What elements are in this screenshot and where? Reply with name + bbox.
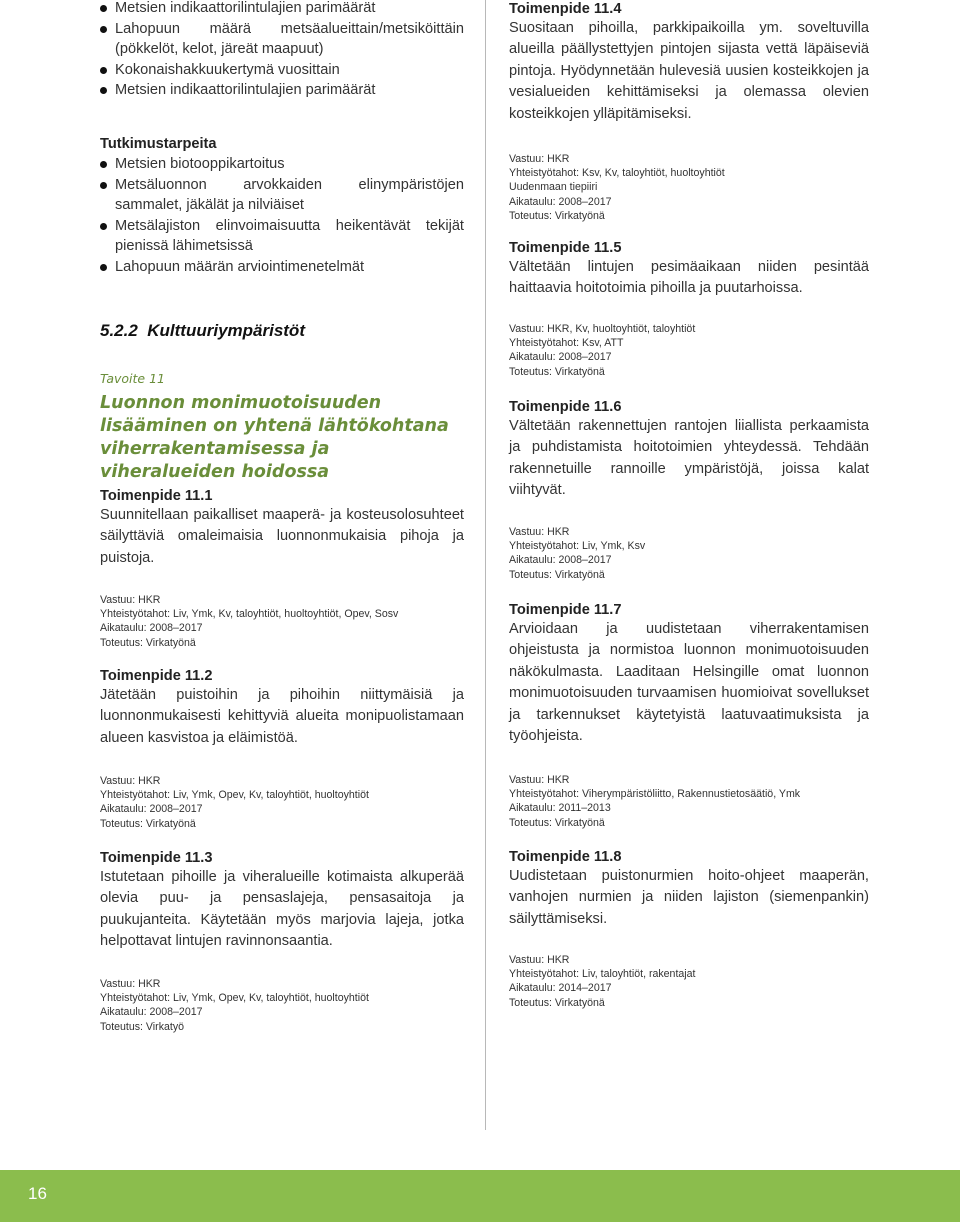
meta-line: Yhteistyötahot: Ksv, Kv, taloyhtiöt, huoltoyhtiöt: [509, 167, 725, 180]
meta-line: Vastuu: HKR: [100, 594, 161, 606]
meta-line: Toteutus: Virkatyönä: [100, 636, 196, 649]
meta-line: Vastuu: HKR: [509, 153, 570, 165]
meta-line: Yhteistyötahot: Viherympäristöliitto, Rakennustietosäätiö, Ymk: [509, 788, 801, 801]
list-item: Metsälajiston elinvoimaisuutta heikentävät tekijät pienissä lähimetsissä: [100, 216, 464, 257]
measure-meta: [100, 977, 369, 1034]
measure-text: Suositaan pihoilla, parkkipaikoilla ym. soveltuvilla alueilla päällystettyjen pintojen sijasta vettä läpäiseviä pintoja. Hyödynnetään hulevesiä uusien kosteikkojen ja vesialueiden kehittämiseksi ja olemassa olevien kosteikkojen ylläpitämiseksi.: [509, 20, 869, 122]
page-number: 16: [28, 1184, 47, 1203]
meta-line: Toteutus: Virkatyönä: [509, 996, 605, 1009]
footer-band: [0, 1170, 960, 1222]
measure-title: Toimenpide 11.2: [100, 668, 213, 684]
measure-text: Suunnitellaan paikalliset maaperä- ja kosteusolosuhteet säilyttäviä omaleimaisia luonnonmukaisia pihoja ja puistoja.: [100, 507, 464, 566]
measure-text: Vältetään lintujen pesimäaikaan niiden pesintää haittaavia hoitotoimia pihoilla ja puutarhoissa.: [509, 259, 869, 297]
section-title: 5.2.2 Kulttuuriympäristöt: [100, 321, 305, 340]
measure-meta: [509, 525, 645, 582]
meta-line: Yhteistyötahot: Liv, Ymk, Opev, Kv, taloyhtiöt, huoltoyhtiöt: [100, 789, 369, 802]
meta-line: Vastuu: HKR: [100, 978, 161, 990]
measure-11-4: [509, 0, 869, 125]
measure-11-6: [509, 398, 869, 502]
measure-meta: [100, 593, 398, 650]
measure-11-1: [100, 487, 464, 569]
measure-meta: [509, 953, 695, 1010]
research-list: [100, 154, 464, 278]
meta-line: Vastuu: HKR, Kv, huoltoyhtiöt, taloyhtiöt: [509, 323, 696, 335]
measure-meta: [509, 773, 800, 830]
list-item: Lahopuun määrä metsäalueittain/metsiköittäin (pökkelöt, kelot, järeät maapuut): [100, 19, 464, 60]
measure-11-2: [100, 667, 464, 749]
meta-line: Yhteistyötahot: Ksv, ATT: [509, 337, 624, 350]
list-item: Lahopuun määrän arviointimenetelmät: [100, 257, 464, 278]
meta-line: Aikataulu: 2008–2017: [100, 803, 203, 816]
meta-line: Toteutus: Virkatyönä: [509, 209, 605, 222]
meta-line: Aikataulu: 2008–2017: [509, 195, 612, 208]
list-item: Metsien biotooppikartoitus: [100, 154, 464, 175]
measure-text: Arvioidaan ja uudistetaan viherrakentamisen ohjeistusta ja normistoa luonnon monimuotoisuuden näkökulmasta. Laaditaan Helsingille omat luonnon monimuotoisuuden turvaamisen huomioivat sovellukset ja tarkennukset käytetyistä laatuvaatimuksista ja työohjeista.: [509, 621, 869, 745]
measure-title: Toimenpide 11.3: [100, 850, 213, 866]
measure-meta: [509, 322, 695, 379]
meta-line: Toteutus: Virkatyönä: [509, 568, 605, 581]
measure-meta: [509, 152, 725, 223]
meta-line: Toteutus: Virkatyönä: [100, 817, 196, 830]
measure-title: Toimenpide 11.7: [509, 602, 622, 618]
meta-line: Toteutus: Virkatyönä: [509, 365, 605, 378]
meta-line: Yhteistyötahot: Liv, Ymk, Kv, taloyhtiöt, huoltoyhtiöt, Opev, Sosv: [100, 608, 399, 621]
measure-11-5: [509, 239, 869, 300]
measure-11-8: [509, 848, 869, 930]
measure-title: Toimenpide 11.1: [100, 488, 213, 504]
measure-title: Toimenpide 11.6: [509, 399, 622, 415]
meta-line: Vastuu: HKR: [100, 775, 161, 787]
meta-line: Vastuu: HKR: [509, 526, 570, 538]
meta-line: Vastuu: HKR: [509, 954, 570, 966]
meta-line: Aikataulu: 2008–2017: [100, 1006, 203, 1019]
list-item: Metsien indikaattorilintulajien parimäärät: [100, 0, 464, 19]
measure-text: Uudistetaan puistonurmien hoito-ohjeet maaperän, vanhojen nurmien ja niiden lajiston (siemenpankin) säilyttämiseksi.: [509, 868, 869, 927]
measure-title: Toimenpide 11.5: [509, 240, 622, 256]
goal-title: Luonnon monimuotoisuuden lisääminen on yhtenä lähtökohtana viherrakentamisessa ja viheralueiden hoidossa: [100, 393, 449, 482]
measure-text: Vältetään rakennettujen rantojen liiallista perkaamista ja puhdistamista hoitotoimien yhteydessä. Tehdään rakennetuille rannoille ympäristöjä, joissa kalat viihtyvät.: [509, 418, 869, 499]
meta-line: Yhteistyötahot: Liv, Ymk, Ksv: [509, 540, 646, 553]
meta-line: Uudenmaan tiepiiri: [509, 181, 598, 194]
goal-label: Tavoite 11: [100, 371, 165, 386]
list-item: Metsien indikaattorilintulajien parimäärät: [100, 80, 464, 101]
meta-line: Aikataulu: 2008–2017: [509, 554, 612, 567]
meta-line: Toteutus: Virkatyö: [100, 1020, 185, 1033]
measure-text: Jätetään puistoihin ja pihoihin niittymäisiä ja luonnonmukaisesti kehittyviä alueita monipuolistamaan alueen kasvistoa ja eläimistöä.: [100, 687, 464, 746]
list-item: Kokonaishakkuukertymä vuosittain: [100, 60, 464, 81]
column-divider: [485, 0, 486, 1130]
research-heading: Tutkimustarpeita: [100, 136, 217, 152]
measure-title: Toimenpide 11.8: [509, 849, 622, 865]
list-item: Metsäluonnon arvokkaiden elinympäristöjen sammalet, jäkälät ja nilviäiset: [100, 175, 464, 216]
measure-11-3: [100, 849, 464, 953]
measure-meta: [100, 774, 369, 831]
meta-line: Aikataulu: 2011–2013: [509, 802, 611, 815]
measure-title: Toimenpide 11.4: [509, 1, 622, 17]
measure-text: Istutetaan pihoille ja viheralueille kotimaista alkuperää olevia puu- ja pensaslajeja, pensasaitoja ja puukujanteita. Käytetään myös marjovia lajeja, jotka helpottavat lintujen ravinnonsaantia.: [100, 869, 464, 950]
meta-line: Toteutus: Virkatyönä: [509, 816, 605, 829]
meta-line: Aikataulu: 2008–2017: [509, 351, 612, 364]
meta-line: Aikataulu: 2008–2017: [100, 622, 203, 635]
meta-line: Yhteistyötahot: Liv, Ymk, Opev, Kv, taloyhtiöt, huoltoyhtiöt: [100, 992, 369, 1005]
meta-line: Vastuu: HKR: [509, 774, 570, 786]
measure-11-7: [509, 601, 869, 747]
indicator-list: [100, 0, 464, 101]
meta-line: Aikataulu: 2014–2017: [509, 982, 612, 995]
meta-line: Yhteistyötahot: Liv, taloyhtiöt, rakentajat: [509, 968, 696, 981]
